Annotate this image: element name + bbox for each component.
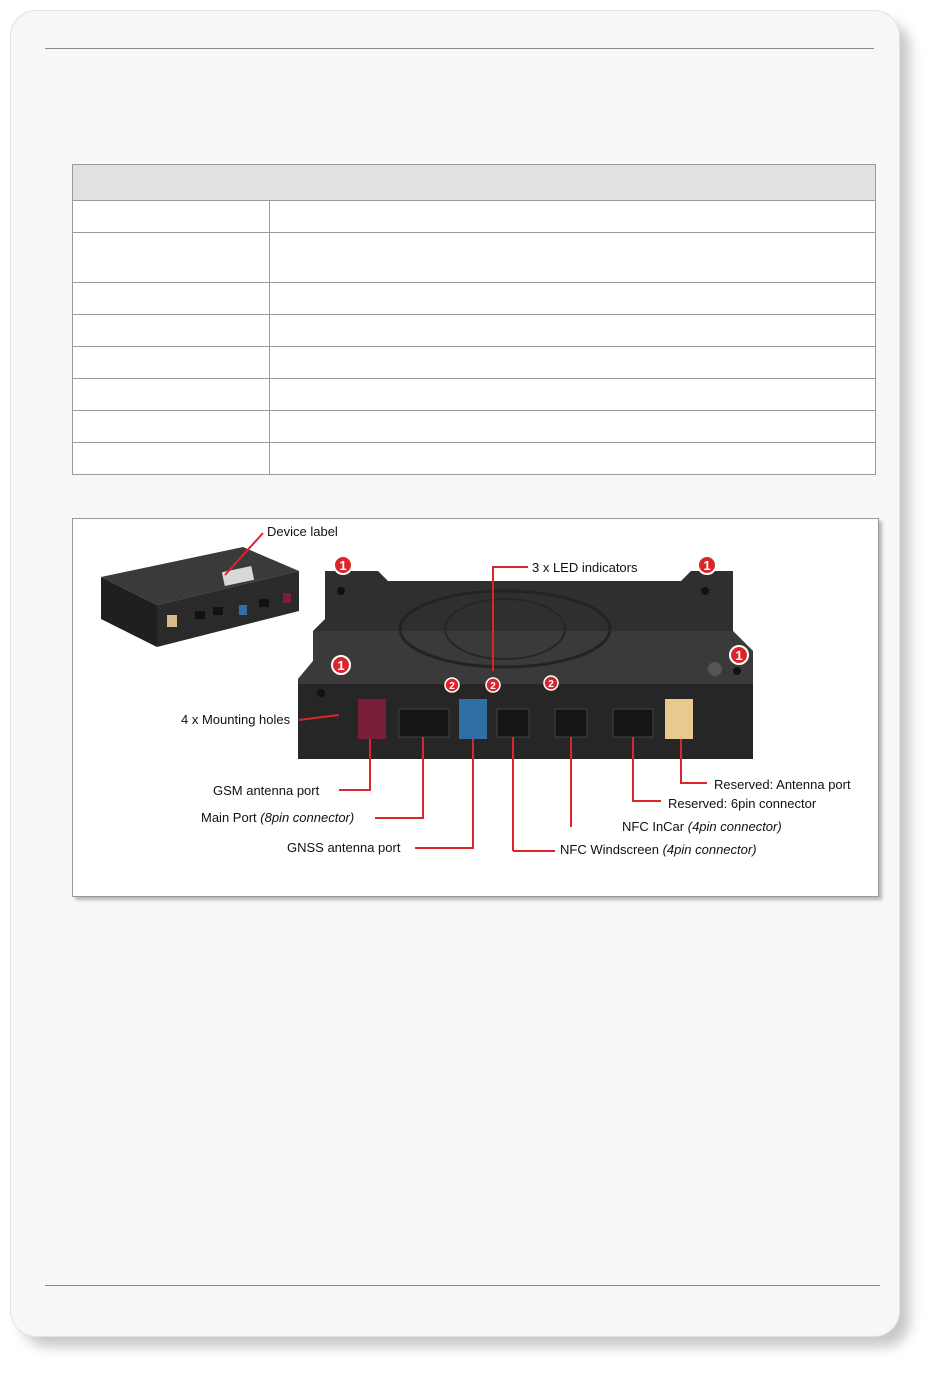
label-mounting-holes: 4 x Mounting holes [181,712,291,727]
badge-text: 1 [703,558,711,573]
spec-cell-key [73,411,270,443]
spec-cell-value [270,443,876,475]
label-device-label: Device label [267,524,338,539]
badge-led-2 [486,678,500,692]
spec-cell-value [270,347,876,379]
spec-cell-key [73,443,270,475]
spec-cell-value [270,315,876,347]
device-illustration [73,519,878,896]
label-gnss-antenna: GNSS antenna port [287,840,401,855]
label-nfc-incar [622,819,782,834]
spec-table-header [73,165,876,201]
device-figure [72,518,879,897]
spec-table [72,164,876,475]
main-port-detail: (8pin connector) [260,810,355,825]
nfc-incar-name: NFC InCar [622,819,685,834]
spec-cell-key [73,201,270,233]
badge-text: 1 [339,558,347,573]
badge-text: 1 [735,648,743,663]
spec-cell-key [73,283,270,315]
footer-rule [45,1285,880,1286]
badge-mounting-2 [698,556,716,574]
spec-cell-value [270,233,876,283]
label-nfc-windscreen [560,842,757,857]
inset-device-photo [101,547,299,647]
main-port-name: Main Port [201,810,257,825]
badge-mounting-4 [730,646,748,664]
nfc-windscreen-detail: (4pin connector) [662,842,757,857]
spec-cell-value [270,411,876,443]
nfc-incar-detail: (4pin connector) [687,819,782,834]
badge-led-3 [544,676,558,690]
badge-text: 2 [449,681,455,692]
spec-cell-key [73,347,270,379]
spec-cell-key [73,233,270,283]
nfc-windscreen-name: NFC Windscreen [560,842,659,857]
label-led-indicators: 3 x LED indicators [532,560,638,575]
spec-cell-key [73,315,270,347]
main-device-body [298,571,753,759]
badge-mounting-3 [332,656,350,674]
label-reserved-antenna: Reserved: Antenna port [714,777,851,792]
label-gsm-antenna: GSM antenna port [213,783,320,798]
header-rule [45,48,874,49]
badge-led-1 [445,678,459,692]
spec-cell-key [73,379,270,411]
badge-text: 1 [337,658,345,673]
label-reserved-6pin: Reserved: 6pin connector [668,796,817,811]
badge-text: 2 [490,681,496,692]
label-main-port [201,810,354,825]
spec-cell-value [270,201,876,233]
badge-mounting-1 [334,556,352,574]
spec-cell-value [270,379,876,411]
badge-text: 2 [548,679,554,690]
spec-cell-value [270,283,876,315]
